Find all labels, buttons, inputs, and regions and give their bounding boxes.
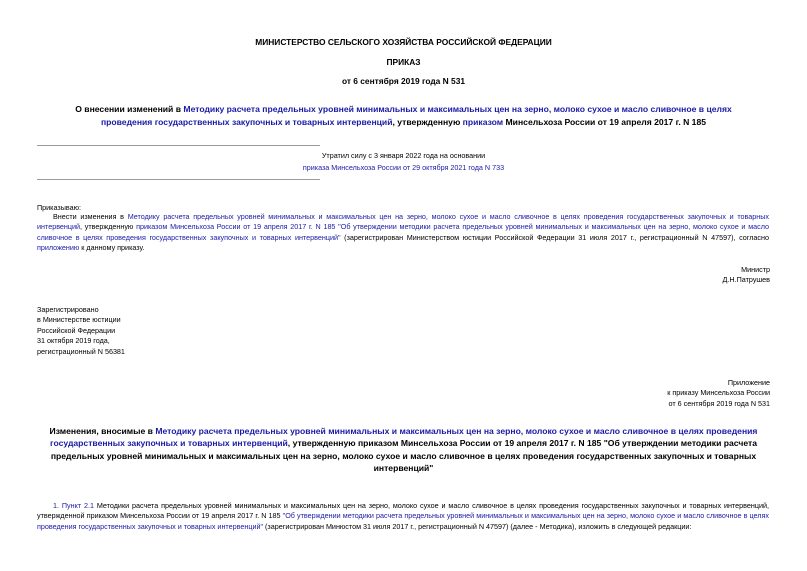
- document-title: [50, 103, 757, 129]
- status-note: [0, 151, 807, 174]
- order-text-3: (зарегистрирован Министерством юстиции Российской Федерации 31 июля 2017 г., регистрационный N 47597), согласно: [340, 232, 769, 242]
- doc-date-number: от 6 сентября 2019 года N 531: [341, 76, 466, 86]
- appendix-ref-line3: от 6 сентября 2019 года N 531: [668, 398, 770, 408]
- appendix-title-prefix: Изменения, вносимые в: [49, 426, 156, 436]
- order-intro: Приказываю:: [37, 203, 81, 212]
- status-note-line1: Утратил силу с 3 января 2022 года на основании: [321, 151, 486, 160]
- appendix-title-order: приказом Минсельхоза России от 19 апреля 2017 г. N 185 "Об утверждении методики расчета предельных уровней минимальных и максимальных цен на зерно, молоко сухое и масло сливочное в целях проведения государственных закупочных и товарных интервенций": [50, 438, 757, 474]
- order-text-1: Внести изменения в: [53, 212, 128, 221]
- registration-block: [37, 305, 237, 357]
- registration-line1: Зарегистрировано: [37, 305, 99, 314]
- item-1-paragraph: [37, 501, 769, 532]
- signature-block: [570, 265, 770, 286]
- order-methodology-link[interactable]: Методику расчета предельных уровней минимальных и максимальных цен на зерно, молоко сухое и масло сливочное в целях проведения государственных закупочных и товарных интервенций: [37, 212, 770, 232]
- appendix-ref-line1: Приложение: [727, 378, 770, 387]
- item-1-text-1: Методики расчета предельных уровней минимальных и максимальных цен на зерно, молоко сухое и масло сливочное в целях проведения государственных закупочных и товарных интервенций, утвержденной приказом Минсельхоза России от 19 апреля 2017 г. N 185: [37, 501, 769, 521]
- item-1-text-2: (зарегистрирован Минюстом 31 июля 2017 г., регистрационный N 47597) (далее - Методика), изложить в следующей редакции:: [263, 521, 692, 531]
- divider-bottom: [37, 179, 320, 180]
- order-text-4: к данному приказу.: [79, 243, 145, 253]
- signature-name: Д.Н.Патрушев: [722, 275, 770, 285]
- item-1-point-link[interactable]: 1. Пункт 2.1: [53, 501, 94, 510]
- title-methodology-link[interactable]: Методику расчета предельных уровней минимальных и максимальных цен на зерно, молоко сухое и масло сливочное в целях проведения государственных закупочных и товарных интервенций: [100, 104, 732, 127]
- appendix-title: [37, 425, 770, 475]
- appendix-title-middle: , утвержденную: [287, 438, 358, 449]
- signature-position: Министр: [741, 265, 770, 274]
- registration-line4: 31 октября 2019 года,: [37, 336, 110, 346]
- registration-line2: в Министерстве юстиции: [37, 315, 121, 325]
- registration-line5: регистрационный N 56381: [37, 346, 125, 356]
- divider-top: [37, 145, 320, 146]
- title-suffix: Минсельхоза России от 19 апреля 2017 г. N 185: [503, 116, 707, 127]
- status-note-link[interactable]: приказа Минсельхоза России от 29 октября 2021 года N 733: [302, 163, 505, 173]
- order-text-2: , утвержденную: [80, 222, 137, 232]
- item-1-order-link[interactable]: "Об утверждении методики расчета предельных уровней минимальных и максимальных цен на зерно, молоко сухое и масло сливочное в целях проведения государственных закупочных и товарных интервенций": [37, 511, 769, 531]
- appendix-ref-line2: к приказу Минсельхоза России: [667, 388, 770, 398]
- order-appendix-link[interactable]: приложению: [37, 243, 80, 253]
- appendix-reference: [510, 378, 770, 409]
- appendix-methodology-link[interactable]: Методику расчета предельных уровней минимальных и максимальных цен на зерно, молоко сухое и масло сливочное в целях проведения государственных закупочных и товарных интервенций: [50, 426, 758, 449]
- registration-line3: Российской Федерации: [37, 325, 116, 335]
- order-order-link[interactable]: приказом Минсельхоза России от 19 апреля 2017 г. N 185 "Об утверждении методики расчета предельных уровней минимальных и максимальных цен на зерно, молоко сухое и масло сливочное в целях проведения государственных закупочных и товарных интервенций": [37, 222, 769, 242]
- doc-type-heading: ПРИКАЗ: [386, 57, 421, 67]
- title-middle: , утвержденную: [392, 116, 463, 127]
- title-prefix: О внесении изменений в: [75, 104, 184, 114]
- title-order-link[interactable]: приказом: [462, 116, 504, 127]
- order-paragraph: [37, 212, 769, 254]
- ministry-heading: МИНИСТЕРСТВО СЕЛЬСКОГО ХОЗЯЙСТВА РОССИЙСКОЙ ФЕДЕРАЦИИ: [255, 37, 552, 47]
